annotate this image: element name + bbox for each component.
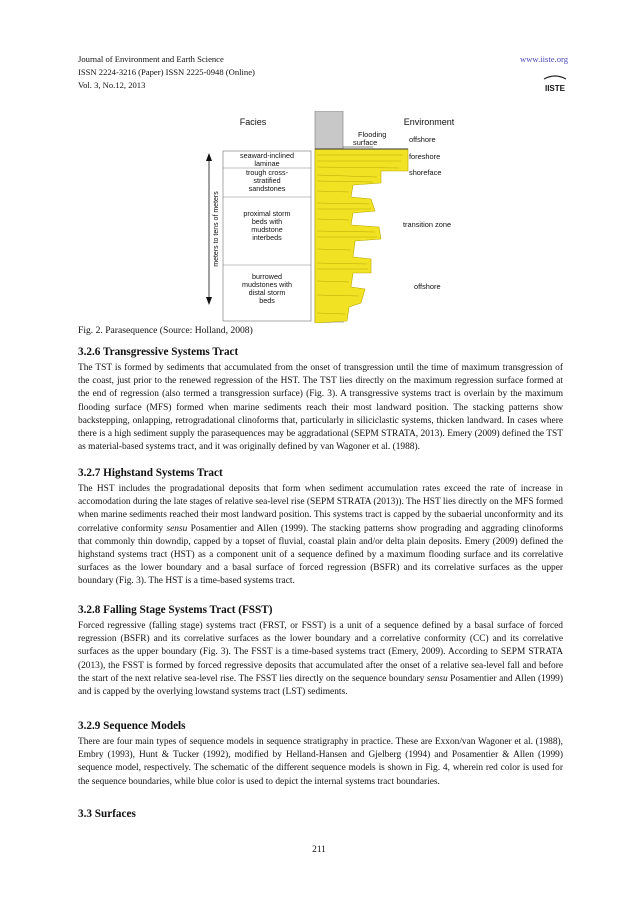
figure-caption: Fig. 2. Parasequence (Source: Holland, 2008): [78, 325, 253, 336]
environment-top-offshore: offshore: [409, 135, 436, 144]
journal-title: Journal of Environment and Earth Science: [78, 54, 224, 64]
section-text-tst: The TST is formed by sediments that accumulated from the onset of transgression until the time of maximum transgression of the coast, just prior to the renewed regression of the HST. The TST lies directly on the maximum regression surface formed at the end of regression (also termed a transgression surface) (Fig. 3). A transgressive systems tract is overlain by the maximum flooding surface (MFS) formed when marine sediments reach their most landward position. The stacking patterns show backstepping, onlapping, retrogradational clinoforms that, particularly in siliciclastic systems, thicken landward. In cases where there is a high sediment supply the parasequences may be aggradational (SEPM STRATA, 2013). Emery (2009) defined the TST as material-based systems tract, and it was originally defined by van Wagoner et al. (1988).: [78, 363, 563, 453]
hst-text-italic: sensu: [166, 523, 188, 534]
facies-1-line-2: laminae: [254, 159, 280, 168]
fsst-text-italic: sensu: [426, 673, 448, 684]
section-heading-surfaces: 3.3 Surfaces: [78, 808, 136, 820]
journal-header: [78, 53, 568, 92]
axis-label: meters to tens of meters: [213, 191, 220, 267]
facies-3-line-4: interbeds: [252, 233, 282, 242]
hst-text-part-2: Posamentier and Allen (1999). The stacking patterns show prograding and aggrading clinoforms that commonly thin downdip, capped by a topset of fluvial, coastal plain and/or delta plain deposits. Emery (2009) defined the highstand systems tract (HST) as a component unit of a sequence defined by a maximum flooding surface and its correlative surfaces as the lower boundary and a basal surface of forced regression (BSFR) and its correlative surfaces as the upper boundary (Fig. 3). The HST is a time-based systems tract.: [78, 523, 564, 587]
environment-heading: Environment: [403, 117, 455, 127]
section-heading-hst: 3.2.7 Highstand Systems Tract: [78, 467, 223, 479]
facies-labels: [223, 151, 311, 321]
logo-text: IISTE: [544, 84, 566, 93]
section-heading-fsst: 3.2.8 Falling Stage Systems Tract (FSST): [78, 604, 273, 616]
fsst-text-part-1: Forced regressive (falling stage) systems tract (FRST, or FSST) is a unit of a sequence defined by a basal surface of forced regression (BSFR) and its correlative surfaces as the lower boundary and a correlative conformity (CC) and its correlative surfaces as the upper boundary (Fig. 3). The FSST is a time-based systems tract (Emery, 2009). According to SEPM STRATA (2013), the FSST is formed by forced regressive deposits that accumulated after the onset of a relative sea-level fall and before the start of the next relative sea-level rise. The FSST lies directly on the sequence boundary: [78, 621, 563, 684]
facies-3-line-1: proximal storm: [243, 209, 291, 218]
section-heading-sequence-models: 3.2.9 Sequence Models: [78, 720, 186, 732]
thickness-axis: [206, 153, 220, 305]
iiste-logo: [542, 73, 568, 95]
parasequence-column: [315, 149, 408, 323]
fsst-text-part-2: Posamentier and Allen (1999) and is capped by the overlying lowstand systems tract (LST) sediments.: [78, 673, 563, 698]
facies-1-line-1: seaward-inclined: [240, 151, 294, 160]
facies-2-line-1: trough cross-: [246, 168, 288, 177]
facies-2-line-3: sandstones: [248, 184, 286, 193]
facies-4-line-2: mudstones with: [242, 280, 292, 289]
flooding-surface-label-2: surface: [353, 138, 378, 147]
facies-3-line-2: beds with: [251, 217, 283, 226]
hst-text-part-1: The HST includes the progradational deposits that form when sediment accumulation rates exceed the rate of increase in accomodation during the late stages of relative sea-level rise (SEPM STRATA (2013)). The HST lies directly on the MFS formed when marine sediments reached their most landward position. This systems tract is capped by the subaerial unconformity and its correlative conformity: [78, 484, 563, 534]
facies-3-line-3: mudstone: [251, 225, 283, 234]
journal-issn: ISSN 2224-3216 (Paper) ISSN 2225-0948 (Online): [78, 67, 255, 77]
page-number: 211: [312, 845, 326, 855]
journal-url-link[interactable]: www.iiste.org: [520, 54, 568, 64]
environment-foreshore: foreshore: [409, 152, 441, 161]
facies-4-line-1: burrowed: [252, 272, 282, 281]
environment-labels: [403, 135, 451, 291]
section-text-fsst: [78, 620, 563, 699]
facies-heading: Facies: [239, 117, 267, 127]
section-text-hst: [78, 483, 563, 589]
section-heading-tst: 3.2.6 Transgressive Systems Tract: [78, 346, 239, 358]
environment-transition-zone: transition zone: [403, 220, 452, 229]
facies-4-line-4: beds: [259, 296, 275, 305]
facies-4-line-3: distal storm: [248, 288, 286, 297]
environment-shoreface: shoreface: [409, 168, 442, 177]
parasequence-figure: [203, 111, 475, 323]
journal-volume: Vol. 3, No.12, 2013: [78, 80, 146, 90]
environment-offshore: offshore: [414, 282, 441, 291]
facies-2-line-2: stratified: [253, 176, 281, 185]
flooding-surface-label-1: Flooding: [358, 130, 387, 139]
section-text-sequence-models: There are four main types of sequence models in sequence stratigraphy in practice. These are Exxon/van Wagoner et al. (1988), Embry (1993), Hunt & Tucker (1992), modified by Helland-Hansen and Gjelberg (1994) and Posamentier & Allen (1999) sequence model, respectively. The schematic of the different sequence models is shown in Fig. 4, wherein red color is used for the sequence boundaries, while blue color is used to depict the internal systems tract boundaries.: [78, 737, 563, 787]
